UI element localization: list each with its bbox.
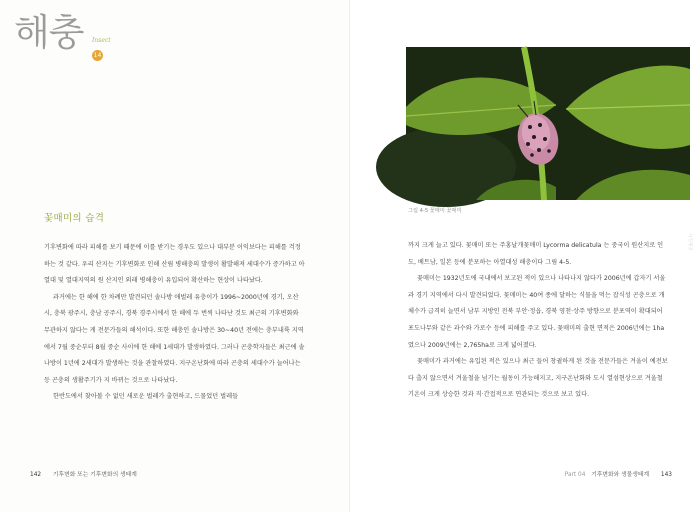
right-page	[350, 0, 700, 512]
chapter-subtitle: Insect	[92, 37, 111, 44]
left-body-text	[44, 240, 306, 406]
photo-credit: 사진제공	[687, 233, 692, 251]
paragraph: 한반도에서 찾아볼 수 없던 새로운 벌레가 출현하고, 드물었던 벌레들	[53, 393, 239, 401]
right-body-text	[408, 238, 670, 404]
page-number: 143	[660, 472, 672, 478]
lanternfly-illustration	[406, 47, 690, 200]
footer-left	[30, 469, 137, 478]
footer-title: 기후변화 또는 기후변화의 생태계	[52, 472, 137, 478]
paragraph: 과거에는 한 해에 한 차례만 발견되던 솔나방 애벌레 유충이가 1996~2000년에 경기, 오산시, 충북 광주시, 충남 공주시, 경북 경주시에서 한 해에 두 번씩 나타난 것도 최근의 기후변화와 무관하지 않다는 게 전문가들의 해석이다. 또한 해충인 솔나방은 30~40년 전에는 충부내륙 지역에서 7월 중순부터 8월 중순 사이에 한 해에 1세대가 발생하였다. 그러나 곤충학자들은 최근에 솔나방이 1년에 2세대가 발생하는 것을 관찰하였다. 지구온난화에 따라 곤충의 세대수가 늘어나는 등 곤충의 생활주기가 지 바뀌는 것으로 나타났다.	[44, 293, 305, 384]
paragraph: 까지 크게 늘고 있다. 꽃매미 또는 주홍날개꽃매미 Lycorma delicatula 는 중국이 원산지로 인도, 베트남, 일본 등에 분포하는 아열대성 해충이다 그림 4-5.	[408, 242, 664, 266]
page-number: 142	[30, 472, 42, 478]
chapter-number-badge: 14	[93, 52, 102, 59]
footer-part: Part 04	[564, 472, 586, 478]
footer-title: 기후변화와 생물생태계	[591, 472, 650, 478]
paragraph: 기후변화에 따라 피해를 보기 때문에 이를 받기는 경우도 있으나 대부분 이익보다는 피해를 걱정하는 것 같다. 우리 산지는 기후변화로 인해 산림 병해충의 발생이 활발해져 세대수가 증가하고 아열대 및 열대지역의 원 산지인 외래 병해충이 유입되어 확산하는 현상이 나타났다.	[44, 244, 305, 285]
photo-caption: 그림 4-5 꽃매미 꽃매미	[408, 208, 462, 214]
chapter-title: 해충	[14, 11, 84, 54]
paragraph: 꽃매미는 1932년도에 국내에서 보고된 적이 있으나 나타나지 않다가 2006년에 갑자기 서울과 경기 지역에서 다시 발견되었다. 꽃매미는 40여 종에 달하는 식물을 먹는 잡식성 곤충으로 개체수가 급격히 늘면서 남부 지방인 전북 부안·정읍, 경북 영천·상주 방향으로 분포역이 확대되어 포도나무와 같은 과수와 가로수 등에 피해를 주고 있다. 꽃매미의 출현 면적은 2006년에는 1ha였으나 2009년에는 2,765ha로 크게 넓어졌다.	[408, 275, 666, 349]
paragraph: 꽃매미가 과거에는 유입된 적은 있으나 최근 들어 창궐하게 된 것을 전문가들은 겨울이 예전보다 춥지 않으면서 겨울철을 넘기는 월동이 가능해지고, 지구온난화와 도시 열섬현상으로 겨울철 기온이 크게 상승한 것과 직·간접적으로 연관되는 것으로 보고 있다.	[408, 358, 668, 399]
footer-right	[565, 469, 672, 478]
section-heading: 꽃매미의 습격	[44, 213, 105, 224]
